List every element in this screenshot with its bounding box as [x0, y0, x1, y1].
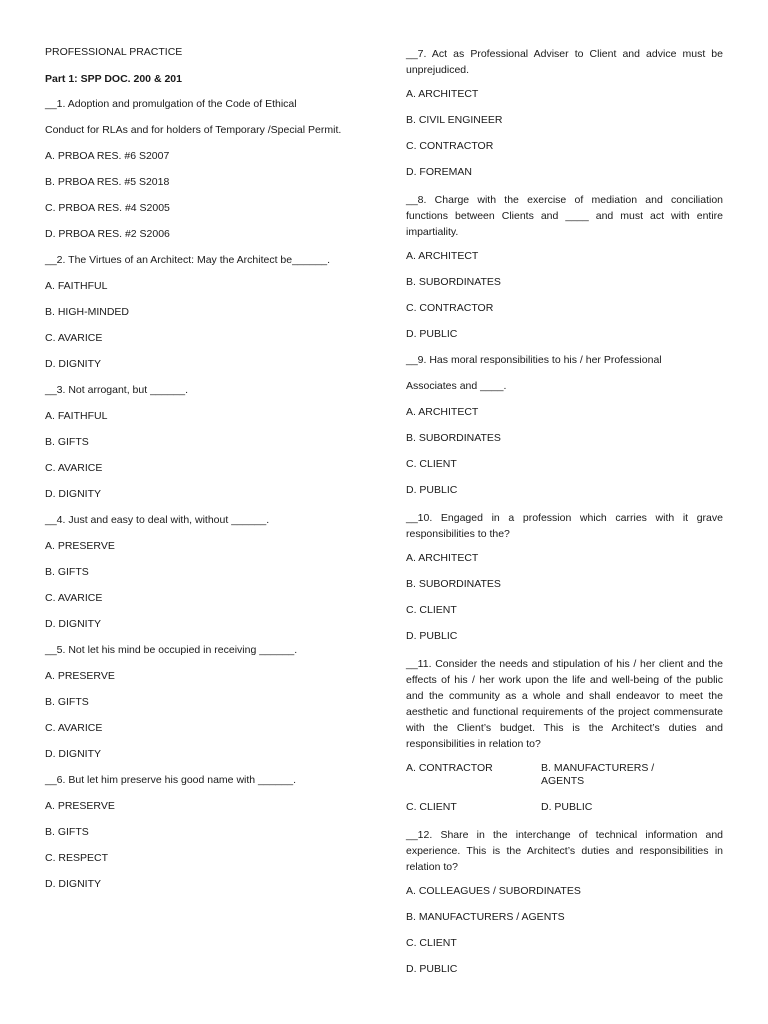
- question-12-option-a: A. COLLEAGUES / SUBORDINATES: [406, 885, 581, 897]
- question-6-text: __6. But let him preserve his good name with ______.: [45, 774, 296, 786]
- question-1-option-a: A. PRBOA RES. #6 S2007: [45, 150, 170, 162]
- question-4-text: __4. Just and easy to deal with, without ______.: [45, 514, 270, 526]
- question-5-text: __5. Not let his mind be occupied in receiving ______.: [45, 644, 298, 656]
- question-10-text: __10. Engaged in a profession which carries with it grave responsibilities to the?: [406, 512, 723, 540]
- left-column: [45, 46, 365, 904]
- question-6-option-a: A. PRESERVE: [45, 800, 115, 812]
- question-4-option-b: B. GIFTS: [45, 566, 89, 578]
- question-7: [406, 46, 723, 179]
- question-10-option-d: D. PUBLIC: [406, 630, 458, 642]
- question-11-option-b: B. MANUFACTURERS / AGENTS: [541, 762, 655, 787]
- right-column: [406, 46, 723, 989]
- question-3: [45, 384, 365, 501]
- question-3-option-b: B. GIFTS: [45, 436, 89, 448]
- question-3-option-a: A. FAITHFUL: [45, 410, 108, 422]
- question-5: [45, 644, 365, 761]
- question-9-text-line-1: __9. Has moral responsibilities to his / her Professional: [406, 354, 662, 366]
- question-6: [45, 774, 365, 891]
- question-1-text-line-2: Conduct for RLAs and for holders of Temporary /Special Permit.: [45, 124, 342, 136]
- question-8-option-a: A. ARCHITECT: [406, 250, 479, 262]
- question-11-option-c: C. CLIENT: [406, 801, 457, 813]
- question-7-option-a: A. ARCHITECT: [406, 88, 479, 100]
- question-7-option-d: D. FOREMAN: [406, 166, 472, 178]
- question-10-option-c: C. CLIENT: [406, 604, 457, 616]
- question-7-option-b: B. CIVIL ENGINEER: [406, 114, 503, 126]
- question-2-text: __2. The Virtues of an Architect: May the Architect be______.: [45, 254, 331, 266]
- question-3-option-c: C. AVARICE: [45, 462, 103, 474]
- document-title: PROFESSIONAL PRACTICE: [45, 46, 183, 58]
- question-9: [406, 354, 723, 497]
- question-5-option-b: B. GIFTS: [45, 696, 89, 708]
- question-3-option-d: D. DIGNITY: [45, 488, 102, 500]
- question-12-option-d: D. PUBLIC: [406, 963, 458, 975]
- question-12-text: __12. Share in the interchange of technical information and experience. This is the Architect’s duties and responsibilities in relation to?: [406, 829, 723, 873]
- question-2-option-b: B. HIGH-MINDED: [45, 306, 129, 318]
- question-4-option-d: D. DIGNITY: [45, 618, 102, 630]
- question-1-option-c: C. PRBOA RES. #4 S2005: [45, 202, 170, 214]
- question-4-option-c: C. AVARICE: [45, 592, 103, 604]
- question-7-option-c: C. CONTRACTOR: [406, 140, 494, 152]
- question-9-option-d: D. PUBLIC: [406, 484, 458, 496]
- question-6-option-b: B. GIFTS: [45, 826, 89, 838]
- question-9-option-b: B. SUBORDINATES: [406, 432, 501, 444]
- question-10-option-a: A. ARCHITECT: [406, 552, 479, 564]
- question-11-option-a: A. CONTRACTOR: [406, 762, 493, 774]
- question-11-options-row-1: [406, 762, 723, 788]
- question-3-text: __3. Not arrogant, but ______.: [45, 384, 189, 396]
- question-1-option-b: B. PRBOA RES. #5 S2018: [45, 176, 170, 188]
- question-12: [406, 827, 723, 976]
- question-2: [45, 254, 365, 371]
- question-10-option-b: B. SUBORDINATES: [406, 578, 501, 590]
- question-2-option-a: A. FAITHFUL: [45, 280, 108, 292]
- question-2-option-d: D. DIGNITY: [45, 358, 102, 370]
- question-9-option-a: A. ARCHITECT: [406, 406, 479, 418]
- part-heading: Part 1: SPP DOC. 200 & 201: [45, 73, 182, 85]
- question-2-option-c: C. AVARICE: [45, 332, 103, 344]
- question-8: [406, 192, 723, 341]
- question-8-option-b: B. SUBORDINATES: [406, 276, 501, 288]
- question-8-text: __8. Charge with the exercise of mediation and conciliation functions between Clients and ____ and must act with entire impartiality.: [406, 194, 723, 238]
- question-9-option-c: C. CLIENT: [406, 458, 457, 470]
- question-5-option-a: A. PRESERVE: [45, 670, 115, 682]
- question-4-option-a: A. PRESERVE: [45, 540, 115, 552]
- question-11: [406, 656, 723, 814]
- question-8-option-d: D. PUBLIC: [406, 328, 458, 340]
- question-12-option-b: B. MANUFACTURERS / AGENTS: [406, 911, 565, 923]
- question-1-option-d: D. PRBOA RES. #2 S2006: [45, 228, 170, 240]
- question-12-option-c: C. CLIENT: [406, 937, 457, 949]
- question-4: [45, 514, 365, 631]
- question-5-option-c: C. AVARICE: [45, 722, 103, 734]
- question-5-option-d: D. DIGNITY: [45, 748, 102, 760]
- question-1-text-line-1: __1. Adoption and promulgation of the Code of Ethical: [45, 98, 297, 110]
- question-11-options-row-2: [406, 801, 723, 814]
- question-9-text-line-2: Associates and ____.: [406, 380, 507, 392]
- question-11-text: __11. Consider the needs and stipulation of his / her client and the effects of his / her work upon the life and well-being of the public and the community as a whole and shall endeavor to meet the aesthetic and functional requirements of the project commensurate with the Client’s budget. This is the Architect’s duties and responsibilities in relation to?: [406, 658, 723, 750]
- question-8-option-c: C. CONTRACTOR: [406, 302, 494, 314]
- question-1: [45, 98, 365, 241]
- question-6-option-c: C. RESPECT: [45, 852, 109, 864]
- question-7-text: __7. Act as Professional Adviser to Client and advice must be unprejudiced.: [406, 48, 723, 76]
- question-11-option-d: D. PUBLIC: [541, 801, 593, 813]
- question-6-option-d: D. DIGNITY: [45, 878, 102, 890]
- question-10: [406, 510, 723, 643]
